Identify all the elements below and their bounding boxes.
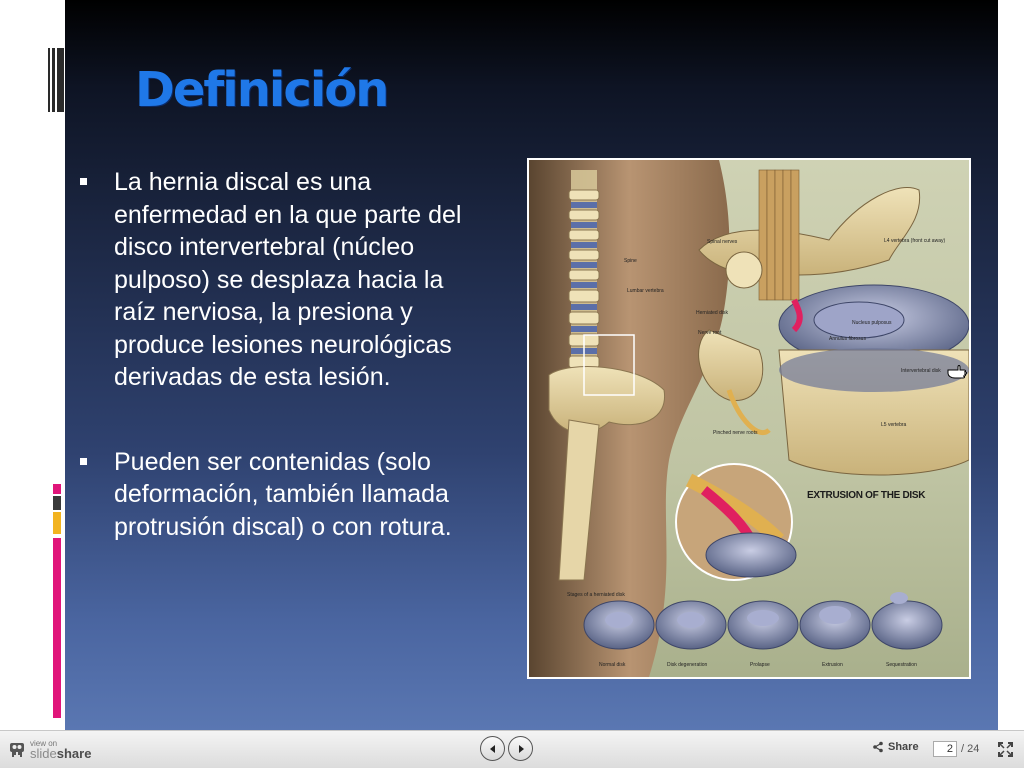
- figure-label: Extrusion: [822, 662, 843, 668]
- figure-label: Nucleus pulposus: [852, 320, 892, 326]
- bullet-text: La hernia discal es una enfermedad en la que parte del disco intervertebral (núcleo pulposo) se desplaza hacia la raíz nerviosa, la presiona y produce lesiones neurológicas derivadas de esta lesión.: [114, 168, 462, 391]
- bullet-text: Pueden ser contenidas (solo deformación, también llamada protrusión discal) o con rotura.: [114, 447, 452, 541]
- figure-caption: EXTRUSION OF THE DISK: [807, 490, 926, 501]
- slideshare-icon: [9, 742, 25, 758]
- accent-bars: [53, 484, 61, 718]
- accent-bar: [53, 512, 61, 534]
- accent-bar: [53, 538, 61, 718]
- slide-title: Definición: [135, 62, 388, 118]
- spine-illustration: [527, 158, 971, 679]
- figure-label: L5 vertebra: [881, 422, 907, 428]
- arrow-right-icon: [516, 744, 526, 754]
- accent-bar: [53, 484, 61, 494]
- share-icon: [872, 741, 884, 753]
- figure-label: Nerve root: [698, 330, 722, 336]
- player-toolbar: [0, 730, 1024, 768]
- figure-label: Herniated disk: [696, 310, 728, 316]
- slide: [65, 0, 998, 730]
- bullet-item: [78, 446, 488, 544]
- share-label: Share: [888, 741, 919, 753]
- figure-label: Spinal nerves: [707, 239, 738, 245]
- figure-label: Sequestration: [886, 662, 917, 668]
- bullet-marker: [80, 458, 87, 465]
- figure-label: Pinched nerve roots: [713, 430, 758, 436]
- brand-small-text: view on: [30, 739, 58, 748]
- slide-navigation: [480, 736, 533, 761]
- pointer-cursor-icon: [946, 362, 968, 382]
- decorative-stripes: [48, 48, 66, 112]
- page-indicator: [933, 741, 979, 757]
- figure-label: Stages of a herniated disk: [567, 592, 625, 598]
- figure-label: Intervertebral disk: [901, 368, 941, 374]
- current-page-input[interactable]: [933, 741, 957, 757]
- fullscreen-icon[interactable]: [998, 742, 1013, 757]
- figure-label: L4 vertebra (front cut away): [884, 238, 946, 244]
- figure-label: Normal disk: [599, 662, 626, 668]
- bullet-item: [78, 166, 488, 394]
- figure-label: Annulus fibrosus: [829, 336, 866, 342]
- bullet-list: [78, 166, 488, 595]
- slideshare-logo[interactable]: [9, 739, 91, 760]
- figure-label: Prolapse: [750, 662, 770, 668]
- figure-label: Disk degeneration: [667, 662, 708, 668]
- accent-bar: [53, 496, 61, 510]
- arrow-left-icon: [488, 744, 498, 754]
- figure-label: Spine: [624, 258, 637, 264]
- previous-slide-button[interactable]: [480, 736, 505, 761]
- share-button[interactable]: [872, 741, 919, 753]
- figure-label: Lumbar vertebra: [627, 288, 664, 294]
- bullet-marker: [80, 178, 87, 185]
- total-pages: / 24: [961, 743, 980, 755]
- next-slide-button[interactable]: [508, 736, 533, 761]
- brand-name: slideshare: [30, 746, 92, 761]
